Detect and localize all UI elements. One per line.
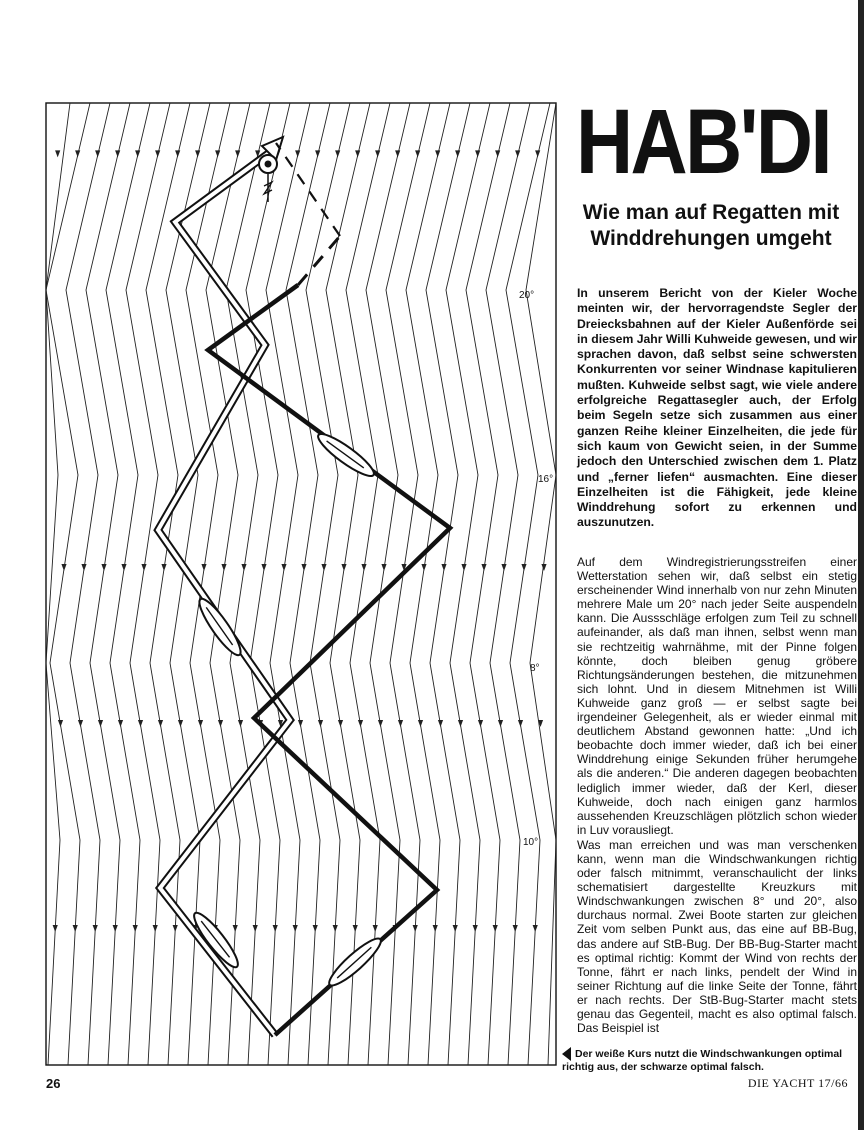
body-text — [577, 555, 857, 1036]
figure-caption — [562, 1047, 860, 1073]
page-number: 26 — [46, 1076, 61, 1091]
subtitle: Wie man auf Regatten mit Winddrehungen umgeht — [582, 201, 840, 250]
angle-label-20: 20° — [519, 290, 535, 301]
page-edge — [858, 0, 864, 1130]
lead-paragraph: In unserem Bericht von der Kieler Woche meinten wir, der hervorragendste Segler der Dreiecksbahnen auf der Kieler Außenförde sei in diesem Jahr Willi Kuhweide gewesen, und wir sprachen davon, daß selbst seine schwersten Konkurrenten vor seiner Windnase kapitulieren mußten. Kuhweide selbst sagt, wie viele andere erfolgreiche Regattasegler auch, der Erfolg beim Segeln setze sich zusammen aus einer ganzen Reihe kleiner Einzelheiten, die jede für sich kaum von Gewicht seien, in der Summe jedoch den Unterschied zwischen dem 1. Platz und „ferner liefen“ ausmachten. Eine dieser Einzelheiten ist die Fähigkeit, jede kleine Winddrehung sofort zu erkennen und auszunutzen. — [577, 286, 857, 530]
caption-pointer-icon — [562, 1047, 571, 1061]
angle-label-10: 10° — [523, 837, 539, 848]
caption-text: Der weiße Kurs nutzt die Windschwankungen optimal richtig aus, der schwarze optimal falsch. — [562, 1047, 843, 1073]
headline: HAB'DI — [576, 91, 830, 193]
diagram-frame — [46, 103, 556, 1065]
magazine-footer: DIE YACHT 17/66 — [747, 1076, 848, 1090]
angle-label-16: 16° — [538, 474, 554, 485]
body-paragraph: Was man erreichen und was man verschenken kann, wenn man die Windschwankungen richtig oder falsch mitnimmt, veranschaulicht der links schematisiert dargestellte Kreuzkurs mit Windschwankungen zwischen 8° und 20°, also durchaus normal. Zwei Boote starten zur gleichen Zeit vom selben Punkt aus, das eine auf BB-Bug, das andere auf StB-Bug. Der BB-Bug-Starter macht es optimal richtig: Kommt der Wind von rechts der Tonne, fährt er nach links, pendelt der Wind in seiner Richtung auf die linke Seite der Tonne, fährt er nach rechts. Der StB-Bug-Starter macht stets genau das Gegenteil, macht es also optimal falsch. Das Beispiel ist — [577, 837, 857, 1036]
body-paragraph: Auf dem Windregistrierungsstreifen einer Wetterstation sehen wir, daß selbst ein stetig erscheinender Wind innerhalb von nur zehn Minuten mehrere Male um 20° nach jeder Seite auspendeln kann. Die Aussschläge erfolgen zum Teil zu schnell aufeinander, als daß man ihnen, selbst wenn man sie rechtzeitig wahrnähme, mit der Pinne folgen könnte, doch bleiben genug gröbere Richtungsänderungen bestehen, die mitzunehmen sich lohnt. Und in diesem Mitnehmen ist Willi Kuhweide ganz groß — er selbst sagte bei irgendeiner Gelegenheit, als er wieder einmal mit deutlichem Abstand gewonnen hatte: „Und ich beobachte doch immer wieder, daß ich bei einer Winddrehung einige Sekunden früher herumgehe als die anderen.“ Die anderen dagegen beobachten lediglich immer wieder, daß der Kerl, dieser Kuhweide, doch nach einigen ganz harmlos aussehenden Kreuzschlägen plötzlich schon wieder in Luv vorausliegt. — [577, 555, 857, 837]
angle-label-8: 8° — [530, 663, 540, 674]
